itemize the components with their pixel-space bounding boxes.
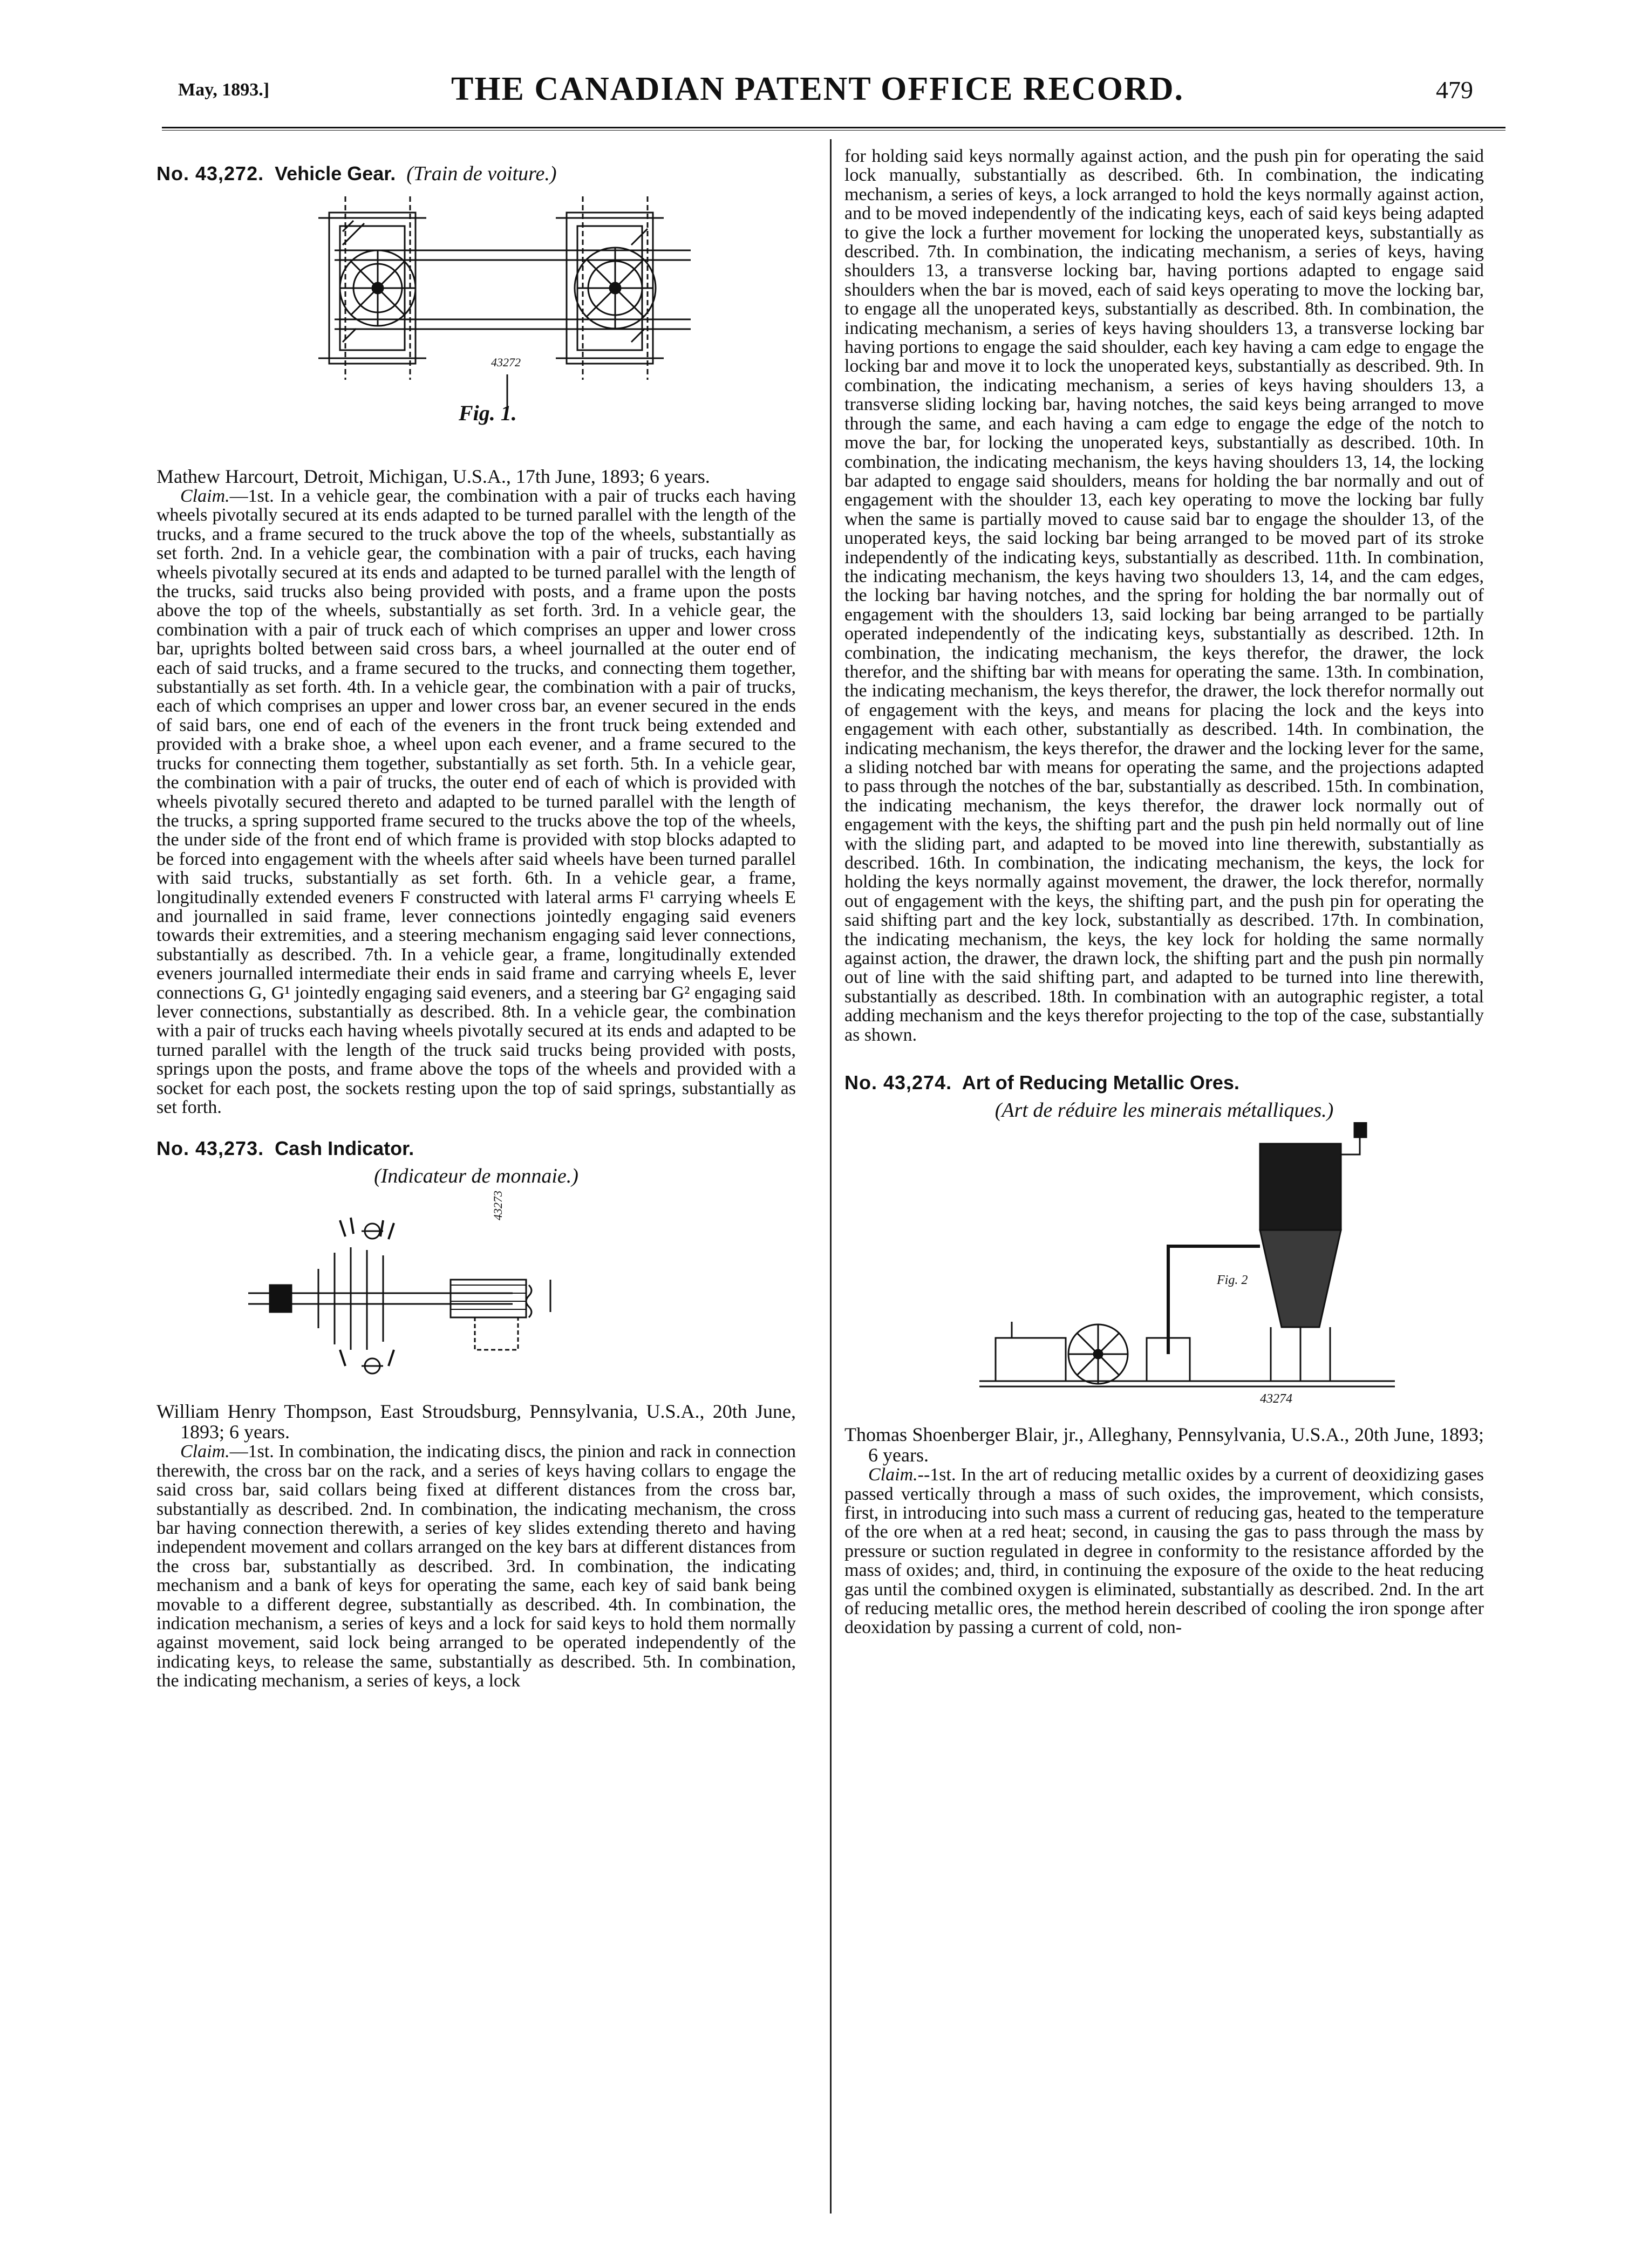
patent-claims [156,487,796,1117]
header-rule-thin [162,130,1505,131]
patent-claims [844,1465,1484,1637]
cash-indicator-drawing [156,1188,796,1401]
claims-continuation: for holding said keys normally against action, and the push pin for operating the said lock manually, substantially as described. 6th. In combination, the indicating mechanism, a series of keys, a lock arranged to hold the keys normally against action, and to be moved independently of the indicating keys, each of said keys being adapted to give the lock a further movement for locking the unoperated keys, substantially as described. 7th. In combination, the indicating mechanism, a series of keys, having shoulders 13, a transverse locking bar, having portions adapted to engage said shoulders when the bar is moved, each of said keys operating to move the locking bar, to engage all the unoperated keys, substantially as described. 8th. In combination, the indicating mechanism, a series of keys having shoulders 13, a transverse locking bar having portions to engage the said shoulder, each key having a cam edge to engage the locking bar and move it to lock the unoperated keys, substantially as described. 9th. In combination, the indicating mechanism, a series of keys having shoulders 13, a transverse sliding locking bar, having notches, the said keys being arranged to move through the same, and each having a cam edge to engage the edge of the notch to move the bar, for locking the unoperated keys, substantially as described. 10th. In combination, the indicating mechanism, the keys having shoulders 13, 14, the locking bar adapted to engage said shoulders, means for holding the bar normally and out of engagement with the shoulder 13, each key operating to move the locking bar fully when the same is partially moved to cause said bar to engage the shoulder 13, of the unoperated keys, the said locking bar being arranged to be moved part of its stroke independently of the indicating keys, substantially as described. 11th. In combination, the indicating mechanism, the keys having two shoulders 13, 14, and the cam edges, the locking bar having notches, and the spring for holding the bar normally out of engagement with the shoulders 13, said locking bar being arranged to be partially operated independently of the indicating keys, substantially as described. 12th. In combination, the indicating mechanism, the keys therefor, the drawer, the lock therefor, and the shifting bar with means for operating the same. 13th. In combination, the indicating mechanism, the keys therefor, the drawer, the lock therefor normally out of engagement with the keys, and means for placing the lock and the keys into engagement with each other, substantially as described. 14th. In combination, the indicating mechanism, the keys therefor, the drawer and the locking lever for the same, a sliding notched bar with means for operating the same, and the projections adapted to pass through the notches of the bar, substantially as described. 15th. In combination, the indicating mechanism, the keys therefor, the drawer lock normally out of engagement with the keys, the shifting part and the push pin held normally out of line with the sliding part, and adapted to be moved into line therewith, substantially as described. 16th. In combination, the indicating mechanism, the keys, the lock for holding the keys normally against movement, the drawer, the lock therefor, normally out of engagement with the keys, the shifting part, and the push pin for operating the said shifting part and the key lock, substantially as described. 17th. In combination, the indicating mechanism, the keys, the key lock for holding the same normally against action, the drawer, the drawn lock, the shifting part and the push pin normally out of line with the said shifting part, and adapted to be turned into line therewith, substantially as described. 18th. In combination with an autographic register, a total adding mechanism and the keys therefor projecting to the top of the case, substantially as shown. [844,146,1484,1045]
journal-title: THE CANADIAN PATENT OFFICE RECORD. [451,71,1184,107]
left-column [156,140,796,2215]
figure-number-43273: 43273 [491,1191,505,1221]
patent-43273 [156,1137,796,1690]
patent-43272 [156,162,796,1117]
patent-heading [156,1137,796,1160]
patent-heading [156,162,796,186]
header-rule [162,127,1505,128]
claim-text: —1st. In combination, the indicating discs, the pinion and rack in connection therewith, the cross bar on the rack, and a series of keys having collars to engage the said cross bar, said collars being fixed at different distances from the cross bar, substantially as described. 2nd. In combination, the indicating mechanism, the cross bar having connection therewith, a series of key slides extending thereto and having independent movement and collars arranged on the key bars at different distances from the cross bar, substantially as described. 3rd. In combination, the indicating mechanism and a bank of keys for operating the same, each key of said bank being movable to a different degree, substantially as described. 4th. In combination, the indication mechanism, a series of keys and a lock for said keys to hold them normally against movement, said lock being arranged to be operated independently of the indicating keys, to release the same, substantially as described. 5th. In combination, the indicating mechanism, a series of keys, a lock [156,1442,796,1691]
column-divider [830,139,832,2214]
patent-heading [844,1071,1484,1094]
figure-number-43272: 43272 [491,356,521,369]
claim-lead: Claim. [868,1465,918,1485]
issue-date: May, 1893.] [178,80,270,100]
page-number: 479 [1436,76,1473,104]
patent-inventor: Thomas Shoenberger Blair, jr., Alleghany, Pennsylvania, U.S.A., 20th June, 1893; 6 years. [844,1424,1484,1466]
vehicle-gear-drawing [156,186,796,466]
patent-number: No. 43,274. [844,1071,952,1094]
patent-title: Cash Indicator. [275,1137,414,1160]
right-column [844,140,1484,2215]
figure-cash-indicator [156,1188,796,1401]
patent-french-title: (Indicateur de monnaie.) [374,1165,578,1188]
claim-lead: Claim. [180,486,230,506]
claim-text: —1st. In a vehicle gear, the combination with a pair of trucks each having wheels pivotally secured at its ends adapted to be turned parallel with the length of the trucks, and a frame secured to the truck above the top of the wheels, substantially as set forth. 2nd. In a vehicle gear, the combination with a pair of trucks, each having wheels pivotally secured at its ends and adapted to be turned parallel with the length of the trucks, said trucks also being provided with posts, and a frame upon the posts above the top of the wheels, substantially as set forth. 3rd. In a vehicle gear, the combination with a pair of truck each of which comprises an upper and lower cross bar, uprights bolted between said cross bars, a wheel journalled at the outer end of each of said trucks, and a frame secured to the trucks, and connecting them together, substantially as set forth. 4th. In a vehicle gear, the combination with a pair of trucks, each of which comprises an upper and lower cross bar, an evener secured in the ends of said bars, one end of each of the eveners in the front truck being extended and provided with a brake shoe, a wheel upon each evener, and a frame secured to the trucks for connecting them together, substantially as set forth. 5th. In a vehicle gear, the combination with a pair of trucks, the outer end of each of which is provided with wheels pivotally secured thereto and adapted to be turned parallel with the length of the trucks, a spring supported frame secured to the trucks above the top of the wheels, the under side of the front end of which frame is provided with stop blocks adapted to be forced into engagement with the wheels after said wheels have been turned parallel with said trucks, substantially as set forth. 6th. In a vehicle gear, a frame, longitudinally extended eveners F constructed with lateral arms F¹ carrying wheels E and journalled in said frame, lever connections jointedly engaging said eveners towards their extremities, and a steering mechanism engaging said lever connections, substantially as described. 7th. In a vehicle gear, a frame, longitudinally extended eveners journalled intermediate their ends in said frame and carrying wheels E, lever connections G, G¹ jointedly engaging said eveners, and a steering bar G² engaging said lever connections, substantially as described. 8th. In a vehicle gear, the combination with a pair of trucks each having wheels pivotally secured at its ends and adapted to be turned parallel with the length of the truck said trucks being provided with posts, springs upon the posts, and frame above the tops of the wheels and provided with a socket for each post, the sockets resting upon the top of said springs, substantially as set forth. [156,486,796,1117]
patent-43274 [844,1071,1484,1637]
claim-lead: Claim. [180,1442,230,1462]
figure-label-fig1: Fig. 1. [459,401,517,425]
running-head [0,70,1635,113]
patent-french-title: (Art de réduire les minerais métalliques.) [994,1099,1334,1122]
patent-claims [156,1442,796,1690]
patent-title: Art of Reducing Metallic Ores. [962,1071,1239,1094]
figure-label-fig2: Fig. 2 [1217,1273,1248,1288]
patent-inventor: William Henry Thompson, East Stroudsburg, Pennsylvania, U.S.A., 20th June, 1893; 6 years. [156,1401,796,1443]
reducing-furnace-drawing [844,1122,1484,1424]
figure-vehicle-gear [156,186,796,466]
patent-number: No. 43,273. [156,1137,264,1160]
figure-number-43274: 43274 [1260,1392,1292,1406]
patent-number: No. 43,272. [156,162,264,185]
patent-title: Vehicle Gear. [275,162,396,185]
claim-text: --1st. In the art of reducing metallic oxides by a current of deoxidizing gases passed vertically through a mass of such oxides, the improvement, which consists, first, in introducing into such mass a current of reducing gas, heated to the temperature of the ore when at a red heat; second, in causing the gas to pass through the mass by pressure or suction regulated in degree in conformity to the resistance afforded by the mass of oxides; and, third, in continuing the exposure of the oxide to the heat reducing gas until the combined oxygen is eliminated, substantially as described. 2nd. In the art of reducing metallic ores, the method herein described of cooling the iron sponge after deoxidation by passing a current of cold, non- [844,1465,1484,1638]
figure-reducing-ores [844,1122,1484,1424]
patent-inventor: Mathew Harcourt, Detroit, Michigan, U.S.A., 17th June, 1893; 6 years. [156,466,710,487]
patent-french-title: (Train de voiture.) [406,162,557,185]
